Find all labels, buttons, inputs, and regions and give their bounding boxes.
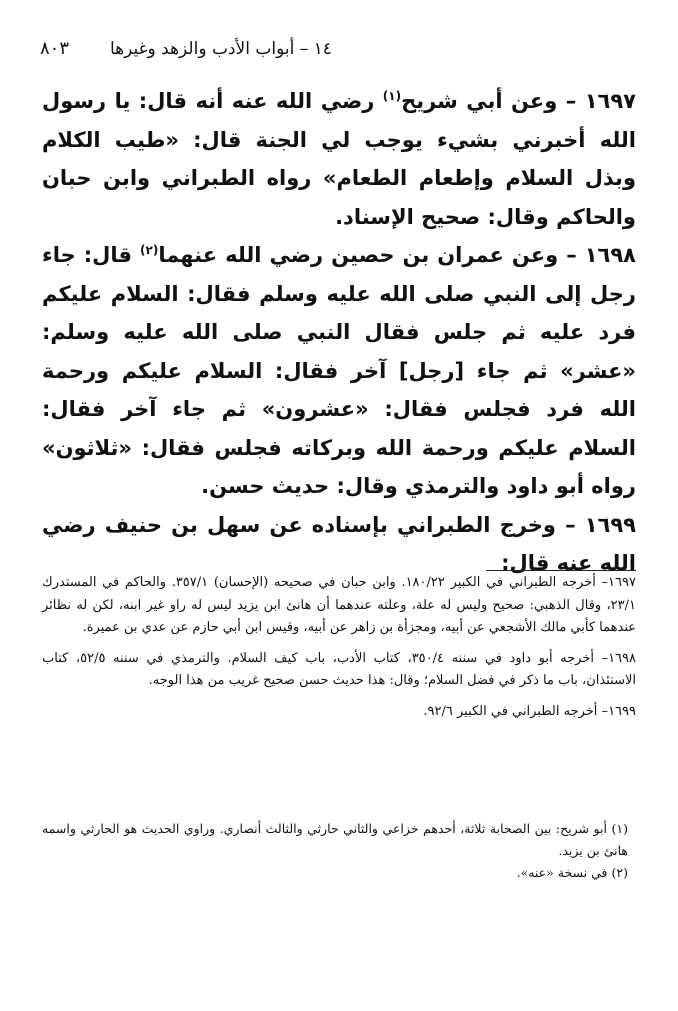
hadith-number: ١٦٩٩ xyxy=(584,512,636,537)
footnote-marker: (١) xyxy=(611,821,628,836)
takhrij-number: ١٦٩٧ xyxy=(608,575,636,590)
takhrij-number: ١٦٩٨ xyxy=(608,650,637,666)
page-number: ٨٠٣ xyxy=(40,38,70,59)
takhrij-text: – أخرجه الطبراني في الكبير ٩٢/٦. xyxy=(423,703,609,719)
hadith-text: – وعن عمران بن حصين رضي الله عنهما xyxy=(158,243,577,267)
hadith-text: رضي الله عنه أنه قال: يا رسول الله أخبرني بشيء يوجب لي الجنة قال: «طيب الكلام وبذل السلام وإطعام الطعام» رواه الطبراني وابن حبان والحاكم وقال: صحيح الإسناد. xyxy=(42,89,636,229)
page-header xyxy=(40,34,638,64)
running-title: ١٤ – أبواب الأدب والزهد وغيرها xyxy=(110,39,332,59)
footnote-text: في نسخة «عنه». xyxy=(516,865,612,880)
footnote-text: أبو شريح: بين الصحابة ثلاثة، أحدهم خزاعي والثاني حارثي والثالث أنصاري. وراوي الحديث هو الحارثي واسمه هانئ بن يزيد. xyxy=(42,821,628,858)
takhrij-text: – أخرجه أبو داود في سننه ٣٥٠/٤، كتاب الأدب، باب كيف السلام. والترمذي في سننه ٥٢/٥، كتاب الاستئذان، باب ما ذكر في فضل السلام؛ وقال: هذا حديث حسن صحيح غريب من هذا الوجه. xyxy=(42,650,636,688)
hadith-paragraph xyxy=(42,236,636,506)
hadith-text: – وعن أبي شريح xyxy=(401,89,577,113)
takhrij-text: – أخرجه الطبراني في الكبير ١٨٠/٢٢. وابن حبان في صحيحه (الإحسان) ٣٥٧/١. والحاكم في المستدرك ٢٣/١، وقال الذهبي: صحيح وليس له علة، وعلته عندهما أن هانئ ابن يزيد ليس له راو غير ابنه، لكن له نظائر عندهما كأبي مالك الأشجعي عن أبيه، ومجزأة بن زاهر عن أبيه، وقيس ابن أبي حازم عن عدي بن عميرة. xyxy=(42,575,636,635)
hadith-number: ١٦٩٧ xyxy=(584,89,637,113)
hadith-text: قال: جاء رجل إلى النبي صلى الله عليه وسلم فقال: السلام عليكم فرد عليه ثم جلس فقال النبي صلى الله عليه وسلم: «عشر» ثم جاء [رجل] آخر فقال: السلام عليكم ورحمة الله فرد فجلس فقال: «عشرون» ثم جاء آخر فقال: السلام عليكم ورحمة الله وبركاته فجلس فقال: «ثلاثون» رواه أبو داود والترمذي وقال: حديث حسن. xyxy=(42,243,636,498)
footnote xyxy=(42,862,628,884)
footnote-ref: (١) xyxy=(382,89,402,103)
takhrij-entry xyxy=(42,648,636,693)
takhrij-entry xyxy=(42,572,636,640)
hadith-text-block xyxy=(42,82,636,583)
takhrij-number: ١٦٩٩ xyxy=(608,703,636,719)
takhrij-block xyxy=(42,572,636,731)
hadith-text: – وخرج الطبراني بإسناده عن سهل بن حنيف رضي الله عنه قال: xyxy=(42,512,636,575)
takhrij-entry xyxy=(42,701,636,724)
footnote-ref: (٢) xyxy=(140,243,159,257)
footnotes-block xyxy=(42,818,628,884)
footnote xyxy=(42,818,628,862)
hadith-number: ١٦٩٨ xyxy=(584,243,636,267)
hadith-paragraph xyxy=(42,82,636,236)
footnote-divider xyxy=(486,570,636,571)
footnote-marker: (٢) xyxy=(611,865,628,880)
